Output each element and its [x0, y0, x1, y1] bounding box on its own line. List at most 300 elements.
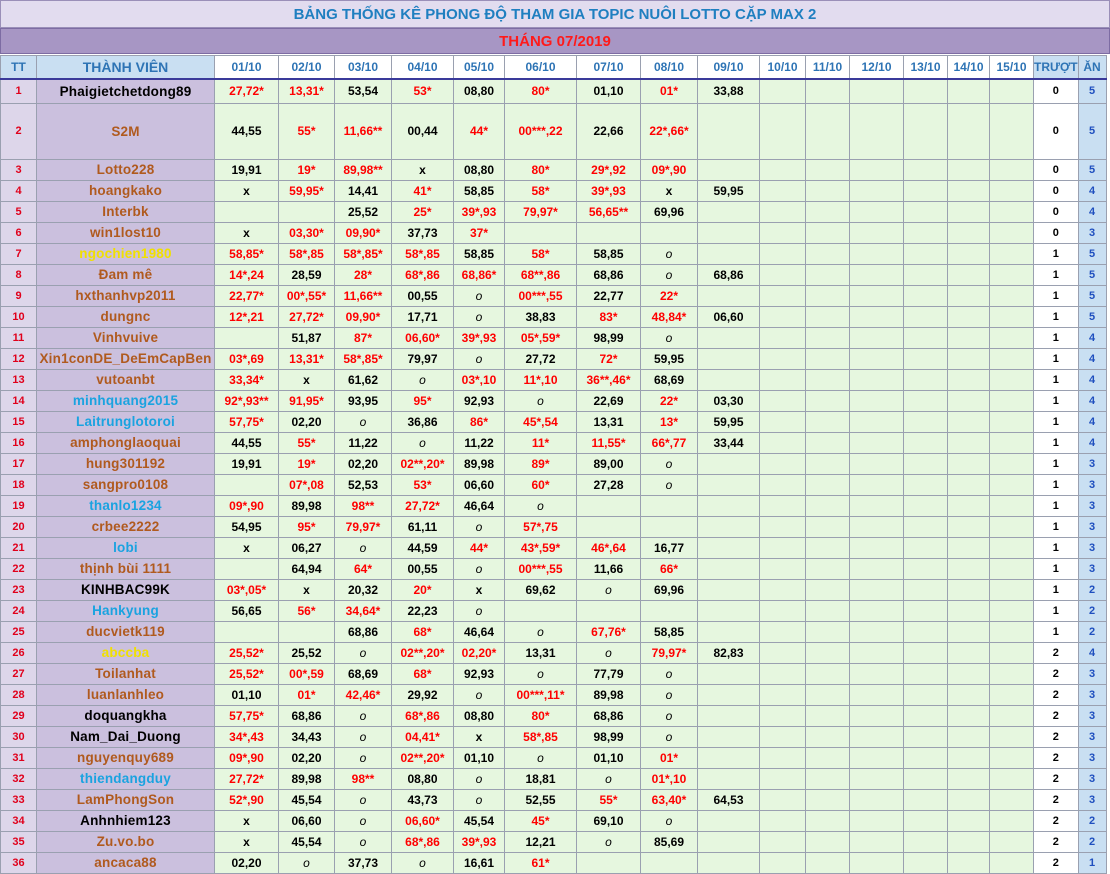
day-cell: o: [454, 600, 505, 621]
day-cell: [990, 705, 1034, 726]
day-cell: 13,31: [505, 642, 577, 663]
day-cell: [990, 369, 1034, 390]
day-cell: [760, 285, 806, 306]
an-count: 2: [1078, 831, 1106, 852]
day-cell: 89,00: [577, 453, 641, 474]
day-cell: 02**,20*: [392, 453, 454, 474]
an-count: 5: [1078, 285, 1106, 306]
day-cell: x: [454, 726, 505, 747]
day-cell: 22*: [641, 390, 698, 411]
day-cell: [760, 103, 806, 159]
day-cell: [806, 348, 850, 369]
day-cell: [904, 348, 948, 369]
day-cell: [850, 180, 904, 201]
day-cell: [948, 369, 990, 390]
day-cell: 68,86: [577, 264, 641, 285]
day-cell: [760, 180, 806, 201]
day-cell: [850, 201, 904, 222]
day-cell: [904, 103, 948, 159]
day-cell: 68,86: [698, 264, 760, 285]
day-cell: 58*,85*: [335, 348, 392, 369]
day-cell: 14,41: [335, 180, 392, 201]
table-row: [1, 369, 1107, 390]
day-cell: x: [215, 810, 279, 831]
day-cell: o: [641, 684, 698, 705]
day-cell: 22*,66*: [641, 103, 698, 159]
day-cell: x: [279, 369, 335, 390]
day-cell: [948, 663, 990, 684]
day-cell: 11,66**: [335, 285, 392, 306]
day-cell: 79,97*: [641, 642, 698, 663]
member-name: Lotto228: [37, 159, 215, 180]
day-cell: [904, 810, 948, 831]
day-cell: [948, 201, 990, 222]
row-number: 32: [1, 768, 37, 789]
truot-count: 1: [1034, 306, 1079, 327]
day-cell: 00*,59: [279, 663, 335, 684]
row-number: 13: [1, 369, 37, 390]
day-cell: o: [641, 726, 698, 747]
day-cell: [904, 306, 948, 327]
day-cell: 13,31: [577, 411, 641, 432]
day-cell: 25,52: [335, 201, 392, 222]
day-cell: 37*: [454, 222, 505, 243]
day-cell: 80*: [505, 705, 577, 726]
day-cell: [990, 411, 1034, 432]
an-count: 5: [1078, 264, 1106, 285]
day-cell: 33,34*: [215, 369, 279, 390]
day-cell: 59,95: [698, 180, 760, 201]
day-cell: 06,60*: [392, 327, 454, 348]
day-cell: 58,85: [454, 180, 505, 201]
day-cell: [904, 663, 948, 684]
day-cell: [698, 726, 760, 747]
day-cell: 27,72*: [392, 495, 454, 516]
day-cell: [990, 747, 1034, 768]
truot-count: 1: [1034, 411, 1079, 432]
an-count: 3: [1078, 474, 1106, 495]
day-cell: o: [577, 831, 641, 852]
day-cell: 19*: [279, 453, 335, 474]
day-cell: 68*: [392, 663, 454, 684]
table-row: [1, 285, 1107, 306]
day-cell: 09*,90: [215, 495, 279, 516]
day-cell: [698, 852, 760, 873]
day-cell: 43*,59*: [505, 537, 577, 558]
day-cell: [850, 558, 904, 579]
day-cell: 19,91: [215, 453, 279, 474]
truot-count: 0: [1034, 201, 1079, 222]
day-cell: [505, 600, 577, 621]
day-cell: [760, 243, 806, 264]
day-cell: [760, 810, 806, 831]
day-cell: 68*: [392, 621, 454, 642]
day-cell: 22,69: [577, 390, 641, 411]
day-cell: [850, 768, 904, 789]
day-cell: 11,66**: [335, 103, 392, 159]
day-cell: [698, 453, 760, 474]
header-day: 02/10: [279, 56, 335, 80]
an-count: 3: [1078, 789, 1106, 810]
day-cell: [760, 768, 806, 789]
day-cell: o: [454, 516, 505, 537]
truot-count: 2: [1034, 705, 1079, 726]
day-cell: o: [505, 663, 577, 684]
day-cell: o: [641, 264, 698, 285]
truot-count: 1: [1034, 348, 1079, 369]
row-number: 8: [1, 264, 37, 285]
an-count: 4: [1078, 327, 1106, 348]
day-cell: [948, 432, 990, 453]
day-cell: 01,10: [577, 79, 641, 103]
truot-count: 2: [1034, 810, 1079, 831]
day-cell: [760, 852, 806, 873]
member-name: nguyenquy689: [37, 747, 215, 768]
day-cell: [641, 600, 698, 621]
table-row: [1, 348, 1107, 369]
member-name: Vinhvuive: [37, 327, 215, 348]
day-cell: o: [454, 558, 505, 579]
day-cell: [948, 684, 990, 705]
day-cell: o: [641, 243, 698, 264]
day-cell: 95*: [279, 516, 335, 537]
day-cell: [760, 369, 806, 390]
day-cell: [698, 285, 760, 306]
row-number: 28: [1, 684, 37, 705]
day-cell: [641, 495, 698, 516]
day-cell: x: [215, 537, 279, 558]
member-name: Toilanhat: [37, 663, 215, 684]
day-cell: o: [641, 453, 698, 474]
day-cell: 68,86*: [454, 264, 505, 285]
day-cell: 44,59: [392, 537, 454, 558]
day-cell: 45*,54: [505, 411, 577, 432]
table-row: [1, 495, 1107, 516]
row-number: 23: [1, 579, 37, 600]
day-cell: 00***,55: [505, 558, 577, 579]
day-cell: 34,43: [279, 726, 335, 747]
day-cell: [948, 621, 990, 642]
table-row: [1, 243, 1107, 264]
day-cell: 61*: [505, 852, 577, 873]
day-cell: 58,85: [577, 243, 641, 264]
day-cell: 89,98: [279, 495, 335, 516]
row-number: 11: [1, 327, 37, 348]
day-cell: [760, 79, 806, 103]
day-cell: 59,95: [641, 348, 698, 369]
header-day: 08/10: [641, 56, 698, 80]
day-cell: 33,44: [698, 432, 760, 453]
day-cell: 01*: [641, 747, 698, 768]
day-cell: [760, 495, 806, 516]
row-number: 6: [1, 222, 37, 243]
table-row: [1, 432, 1107, 453]
day-cell: [806, 705, 850, 726]
truot-count: 1: [1034, 579, 1079, 600]
an-count: 3: [1078, 222, 1106, 243]
day-cell: 51,87: [279, 327, 335, 348]
an-count: 3: [1078, 747, 1106, 768]
day-cell: 55*: [279, 432, 335, 453]
day-cell: x: [215, 222, 279, 243]
day-cell: [904, 390, 948, 411]
day-cell: [698, 243, 760, 264]
day-cell: 27,28: [577, 474, 641, 495]
day-cell: 79,97*: [505, 201, 577, 222]
day-cell: [806, 684, 850, 705]
day-cell: [948, 348, 990, 369]
truot-count: 1: [1034, 432, 1079, 453]
day-cell: 01*: [641, 79, 698, 103]
day-cell: [698, 747, 760, 768]
table-row: [1, 747, 1107, 768]
header-truot: TRƯỢT: [1034, 56, 1079, 80]
day-cell: [990, 768, 1034, 789]
header-day: 12/10: [850, 56, 904, 80]
day-cell: 52,55: [505, 789, 577, 810]
day-cell: 59,95: [698, 411, 760, 432]
day-cell: 03*,05*: [215, 579, 279, 600]
member-name: doquangkha: [37, 705, 215, 726]
day-cell: 56,65**: [577, 201, 641, 222]
an-count: 5: [1078, 243, 1106, 264]
day-cell: o: [454, 285, 505, 306]
day-cell: [948, 453, 990, 474]
day-cell: 01*: [279, 684, 335, 705]
day-cell: [760, 600, 806, 621]
day-cell: [806, 516, 850, 537]
day-cell: [850, 390, 904, 411]
day-cell: 58*,85: [392, 243, 454, 264]
row-number: 15: [1, 411, 37, 432]
day-cell: o: [454, 789, 505, 810]
day-cell: 09,90*: [335, 222, 392, 243]
day-cell: o: [454, 348, 505, 369]
an-count: 3: [1078, 558, 1106, 579]
member-name: thiendangduy: [37, 768, 215, 789]
day-cell: o: [454, 768, 505, 789]
day-cell: [641, 852, 698, 873]
day-cell: [948, 852, 990, 873]
member-name: ngochien1980: [37, 243, 215, 264]
day-cell: 44*: [454, 537, 505, 558]
day-cell: [760, 621, 806, 642]
day-cell: 16,61: [454, 852, 505, 873]
day-cell: 27,72*: [215, 768, 279, 789]
day-cell: 11,22: [335, 432, 392, 453]
row-number: 7: [1, 243, 37, 264]
day-cell: [806, 495, 850, 516]
day-cell: [948, 79, 990, 103]
day-cell: 68*,86: [392, 264, 454, 285]
day-cell: o: [335, 810, 392, 831]
row-number: 2: [1, 103, 37, 159]
day-cell: o: [505, 747, 577, 768]
day-cell: [948, 327, 990, 348]
day-cell: [850, 600, 904, 621]
day-cell: [760, 306, 806, 327]
day-cell: 22,23: [392, 600, 454, 621]
day-cell: [698, 474, 760, 495]
day-cell: 06,60: [279, 810, 335, 831]
an-count: 3: [1078, 495, 1106, 516]
day-cell: [904, 726, 948, 747]
row-number: 4: [1, 180, 37, 201]
day-cell: [904, 369, 948, 390]
day-cell: 13,31*: [279, 348, 335, 369]
sheet-title: BẢNG THỐNG KÊ PHONG ĐỘ THAM GIA TOPIC NUÔI LOTTO CẶP MAX 2: [0, 0, 1110, 28]
an-count: 2: [1078, 579, 1106, 600]
day-cell: 68*,86: [392, 705, 454, 726]
day-cell: [760, 390, 806, 411]
day-cell: 79,97*: [335, 516, 392, 537]
day-cell: o: [641, 663, 698, 684]
day-cell: 98,99: [577, 726, 641, 747]
day-cell: 45*: [505, 810, 577, 831]
day-cell: [698, 327, 760, 348]
day-cell: [990, 474, 1034, 495]
table-row: [1, 453, 1107, 474]
row-number: 24: [1, 600, 37, 621]
day-cell: 27,72: [505, 348, 577, 369]
table-row: [1, 621, 1107, 642]
day-cell: [904, 180, 948, 201]
member-name: Nam_Dai_Duong: [37, 726, 215, 747]
day-cell: [990, 306, 1034, 327]
day-cell: x: [392, 159, 454, 180]
day-cell: [806, 264, 850, 285]
an-count: 3: [1078, 453, 1106, 474]
day-cell: x: [279, 579, 335, 600]
day-cell: 38,83: [505, 306, 577, 327]
day-cell: [948, 747, 990, 768]
day-cell: 89,98: [279, 768, 335, 789]
day-cell: 98**: [335, 768, 392, 789]
day-cell: [990, 852, 1034, 873]
day-cell: 52,53: [335, 474, 392, 495]
day-cell: [904, 243, 948, 264]
day-cell: [990, 285, 1034, 306]
an-count: 2: [1078, 621, 1106, 642]
day-cell: [904, 474, 948, 495]
day-cell: [904, 201, 948, 222]
an-count: 2: [1078, 600, 1106, 621]
day-cell: [760, 327, 806, 348]
day-cell: [577, 495, 641, 516]
row-number: 1: [1, 79, 37, 103]
day-cell: [948, 285, 990, 306]
day-cell: [990, 726, 1034, 747]
member-name: Zu.vo.bo: [37, 831, 215, 852]
truot-count: 1: [1034, 495, 1079, 516]
day-cell: 68,69: [641, 369, 698, 390]
day-cell: [279, 621, 335, 642]
member-name: hung301192: [37, 453, 215, 474]
day-cell: 63,40*: [641, 789, 698, 810]
day-cell: [806, 642, 850, 663]
day-cell: 53,54: [335, 79, 392, 103]
day-cell: 00,55: [392, 285, 454, 306]
day-cell: [904, 537, 948, 558]
day-cell: 68*,86: [392, 831, 454, 852]
day-cell: 25,52: [279, 642, 335, 663]
day-cell: [990, 831, 1034, 852]
day-cell: 98**: [335, 495, 392, 516]
an-count: 5: [1078, 103, 1106, 159]
day-cell: 93,95: [335, 390, 392, 411]
day-cell: 03*,69: [215, 348, 279, 369]
day-cell: 06,60: [698, 306, 760, 327]
day-cell: 00,55: [392, 558, 454, 579]
day-cell: [806, 432, 850, 453]
day-cell: [990, 432, 1034, 453]
day-cell: [850, 663, 904, 684]
day-cell: [215, 621, 279, 642]
day-cell: 57,75*: [215, 705, 279, 726]
an-count: 4: [1078, 348, 1106, 369]
month-label: THÁNG 07/2019: [0, 28, 1110, 54]
day-cell: 54,95: [215, 516, 279, 537]
day-cell: o: [335, 705, 392, 726]
truot-count: 1: [1034, 558, 1079, 579]
table-row: [1, 852, 1107, 873]
day-cell: [850, 306, 904, 327]
truot-count: 1: [1034, 516, 1079, 537]
day-cell: 79,97: [392, 348, 454, 369]
header-an: ĂN: [1078, 56, 1106, 80]
day-cell: [904, 621, 948, 642]
day-cell: [904, 768, 948, 789]
day-cell: [990, 537, 1034, 558]
day-cell: [215, 558, 279, 579]
day-cell: o: [641, 327, 698, 348]
day-cell: [990, 495, 1034, 516]
day-cell: [850, 79, 904, 103]
day-cell: [990, 103, 1034, 159]
an-count: 5: [1078, 306, 1106, 327]
day-cell: [760, 579, 806, 600]
day-cell: [505, 222, 577, 243]
day-cell: [577, 516, 641, 537]
day-cell: [904, 264, 948, 285]
day-cell: 19*: [279, 159, 335, 180]
day-cell: 06,27: [279, 537, 335, 558]
header-day: 13/10: [904, 56, 948, 80]
day-cell: 11,66: [577, 558, 641, 579]
table-body: [1, 79, 1107, 873]
table-row: [1, 726, 1107, 747]
table-row: [1, 663, 1107, 684]
day-cell: [904, 453, 948, 474]
header-day: 14/10: [948, 56, 990, 80]
day-cell: 03*,10: [454, 369, 505, 390]
day-cell: [990, 684, 1034, 705]
day-cell: [948, 159, 990, 180]
day-cell: 89,98: [577, 684, 641, 705]
row-number: 29: [1, 705, 37, 726]
header-member: THÀNH VIÊN: [37, 56, 215, 80]
day-cell: [990, 453, 1034, 474]
an-count: 1: [1078, 852, 1106, 873]
day-cell: [760, 558, 806, 579]
day-cell: 09*,90: [215, 747, 279, 768]
day-cell: [904, 831, 948, 852]
day-cell: [760, 642, 806, 663]
row-number: 5: [1, 201, 37, 222]
day-cell: 58,85: [454, 243, 505, 264]
table-row: [1, 516, 1107, 537]
day-cell: 02,20: [335, 453, 392, 474]
